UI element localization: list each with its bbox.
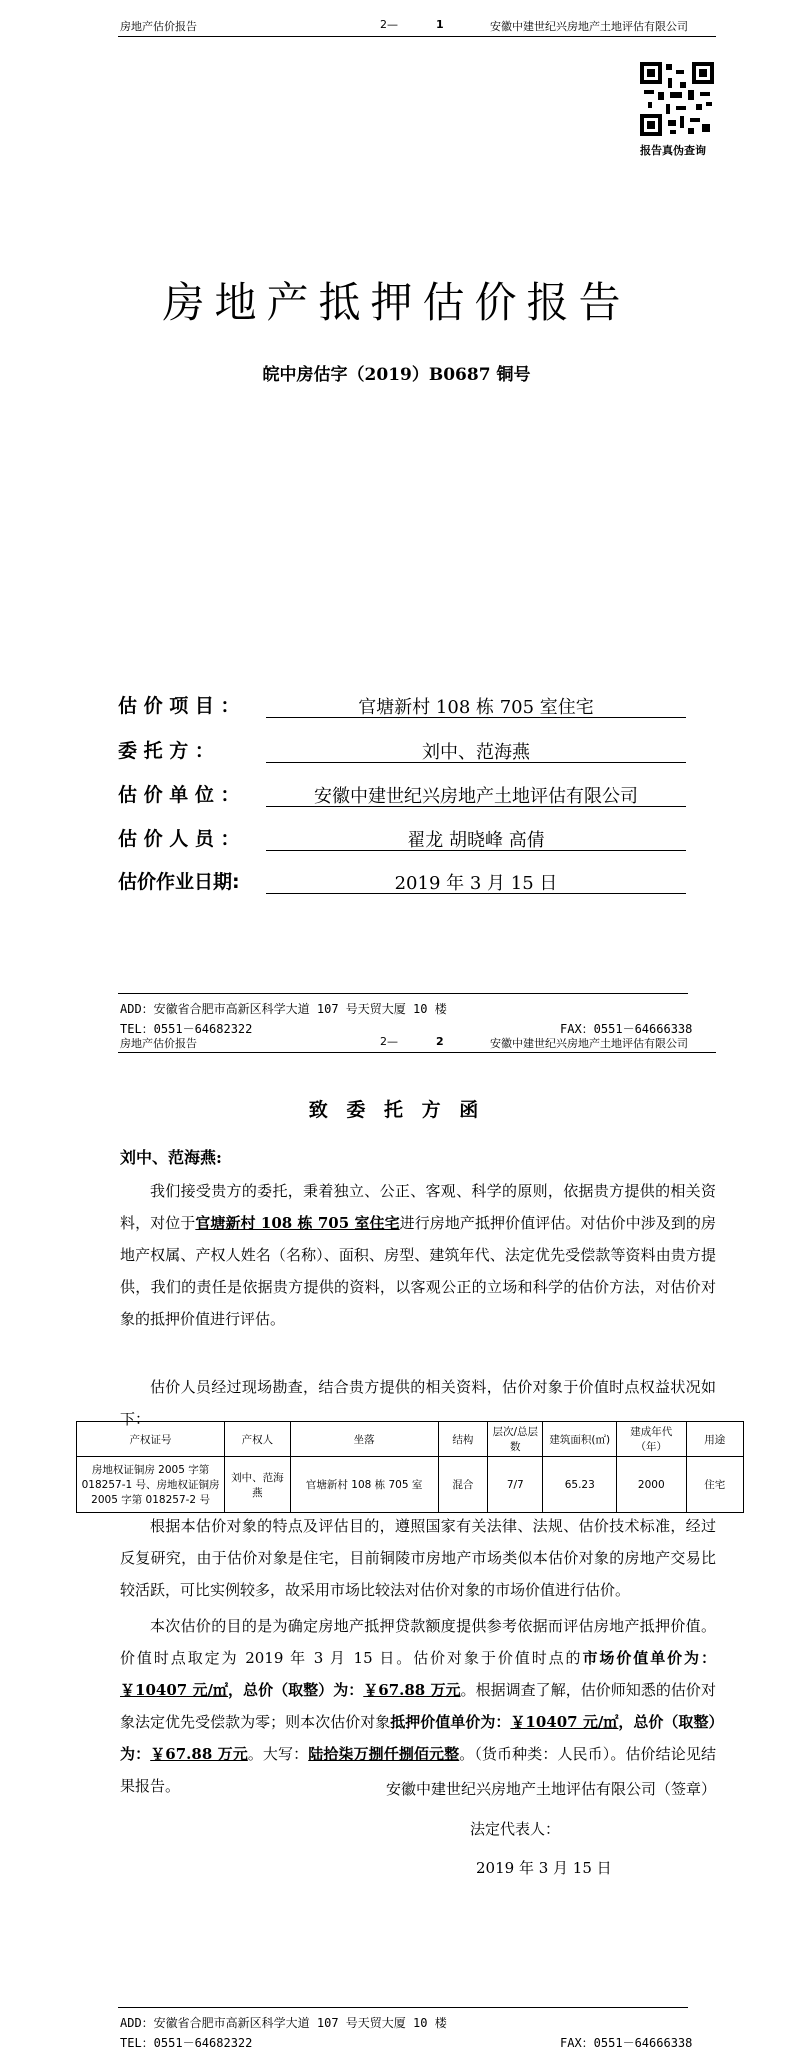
field-client (118, 733, 530, 763)
report-number: 皖中房估字（2019）B0687 铜号 (262, 365, 531, 385)
table-cell: 房地权证铜房 2005 字第 018257-1 号、房地权证铜房 2005 字第 018257-2 号 (77, 1457, 225, 1513)
table-cell: 混合 (438, 1457, 487, 1513)
table-header: 建成年代（年） (617, 1422, 687, 1457)
market-total-price: ￥67.88 万元 (363, 1681, 461, 1699)
footer-tel: TEL：0551－64682322 (120, 1022, 253, 1036)
field-label: 委 托 方 ： (118, 740, 214, 762)
header-right: 安徽中建世纪兴房地产土地评估有限公司 (490, 1037, 688, 1050)
table-header: 层次/总层数 (488, 1422, 543, 1457)
header-page-number: 2 (436, 1035, 444, 1048)
paragraph-3: 根据本估价对象的特点及评估目的，遵照国家有关法律、法规、估价技术标准，经过反复研究，由于估价对象是住宅，目前铜陵市房地产市场类似本估价对象的房地产交易比较活跃，可比实例较多，故采用市场比较法对估价对象的市场价值进行估价。 (120, 1517, 716, 1599)
table-cell: 官塘新村 108 栋 705 室 (290, 1457, 438, 1513)
property-table (76, 1421, 744, 1513)
table-cell: 7/7 (488, 1457, 543, 1513)
field-value: 翟龙 胡晓峰 高倩 (266, 826, 686, 851)
letter-title: 致 委 托 方 函 (308, 1099, 485, 1121)
table-header: 结构 (438, 1422, 487, 1457)
qr-code-icon[interactable] (640, 62, 714, 136)
field-value: 官塘新村 108 栋 705 室住宅 (266, 693, 686, 718)
footer-rule (118, 993, 688, 994)
signature-date: 2019 年 3 月 15 日 (476, 1859, 612, 1877)
footer-fax: FAX：0551－64666338 (560, 1022, 693, 1036)
table-header: 产权人 (225, 1422, 290, 1457)
total-price-label: ，总价（取整）为： (228, 1681, 364, 1699)
mortgage-unit-price: ￥10407 元/㎡ (510, 1713, 619, 1731)
field-appraiser-unit (118, 777, 638, 807)
p4-text-d: 。（货币种类：人民币）。估价结论见结果报告。 (120, 1745, 716, 1795)
p4-text-a: 本次估价的目的是为确定房地产抵押贷款额度提供参考依据而评估房地产抵押价值。价值时点取定为 2019 年 3 月 15 日。估价对象于价值时点的 (120, 1617, 716, 1667)
field-appraisers (118, 821, 545, 851)
property-address: 官塘新村 108 栋 705 室住宅 (195, 1214, 400, 1232)
field-label: 估 价 人 员 ： (118, 828, 240, 850)
footer-rule (118, 2007, 688, 2008)
letter-salutation: 刘中、范海燕: (120, 1148, 222, 1167)
p1-text-b: 进行房地产抵押价值评估。对估价中涉及到的房地产权属、产权人姓名（名称）、面积、房型、建筑年代、法定优先受偿款等资料由贵方提供，我们的责任是依据贵方提供的资料，以客观公正的立场和科学的估价方法，对估价对象的抵押价值进行评估。 (120, 1214, 716, 1328)
field-label: 估 价 项 目 ： (118, 695, 240, 717)
footer-fax: FAX：0551－64666338 (560, 2036, 693, 2050)
paragraph-1 (120, 1175, 716, 1335)
p4-text-c: 。大写： (247, 1745, 309, 1763)
header-page-number: 1 (436, 18, 444, 31)
qr-caption: 报告真伪查询 (640, 144, 706, 157)
report-title: 房地产抵押估价报告 (162, 278, 631, 327)
table-header-row (77, 1422, 744, 1457)
market-value-label: 市场价值单价为： (582, 1649, 716, 1667)
footer-address: ADD：安徽省合肥市高新区科学大道 107 号天贸大厦 10 楼 (120, 2016, 447, 2030)
paragraph-4 (120, 1610, 716, 1802)
header-rule (118, 1052, 716, 1053)
field-value: 安徽中建世纪兴房地产土地评估有限公司 (266, 782, 686, 807)
table-header: 建筑面积(㎡) (543, 1422, 617, 1457)
header-page-prefix: 2— (380, 18, 398, 31)
field-label: 估价作业日期: (118, 871, 240, 893)
mortgage-total-label: ，总价（取整）为： (120, 1713, 716, 1763)
table-cell: 刘中、范海燕 (225, 1457, 290, 1513)
field-value: 刘中、范海燕 (266, 738, 686, 763)
header-rule (118, 36, 716, 37)
table-cell: 住宅 (686, 1457, 743, 1513)
field-value: 2019 年 3 月 15 日 (266, 869, 686, 894)
table-header: 坐落 (290, 1422, 438, 1457)
table-header: 用途 (686, 1422, 743, 1457)
amount-in-words: 陆拾柒万捌仟捌佰元整 (308, 1745, 460, 1763)
p1-text-a: 我们接受贵方的委托，秉着独立、公正、客观、科学的原则，依据贵方提供的相关资料，对位于 (120, 1182, 716, 1232)
table-row (77, 1457, 744, 1513)
header-left: 房地产估价报告 (120, 1037, 197, 1050)
table-header: 产权证号 (77, 1422, 225, 1457)
mortgage-total-price: ￥67.88 万元 (150, 1745, 248, 1763)
market-unit-price: ￥10407 元/㎡ (120, 1681, 229, 1699)
field-project (118, 688, 594, 718)
table-cell: 2000 (617, 1457, 687, 1513)
p4-text-b: 。根据调查了解，估价师知悉的估价对象法定优先受偿款为零；则本次估价对象 (120, 1681, 716, 1731)
field-label: 估 价 单 位 ： (118, 784, 240, 806)
footer-address: ADD：安徽省合肥市高新区科学大道 107 号天贸大厦 10 楼 (120, 1002, 447, 1016)
footer-tel: TEL：0551－64682322 (120, 2036, 253, 2050)
header-right: 安徽中建世纪兴房地产土地评估有限公司 (490, 20, 688, 33)
paragraph-2: 估价人员经过现场勘查，结合贵方提供的相关资料，估价对象于价值时点权益状况如下： (120, 1378, 716, 1428)
legal-representative: 法定代表人： (470, 1820, 561, 1838)
field-work-date (118, 864, 558, 894)
signature-company: 安徽中建世纪兴房地产土地评估有限公司（签章） (385, 1780, 716, 1798)
table-cell: 65.23 (543, 1457, 617, 1513)
header-left: 房地产估价报告 (120, 20, 197, 33)
header-page-prefix: 2— (380, 1035, 398, 1048)
mortgage-value-label: 抵押价值单价为： (390, 1713, 511, 1731)
